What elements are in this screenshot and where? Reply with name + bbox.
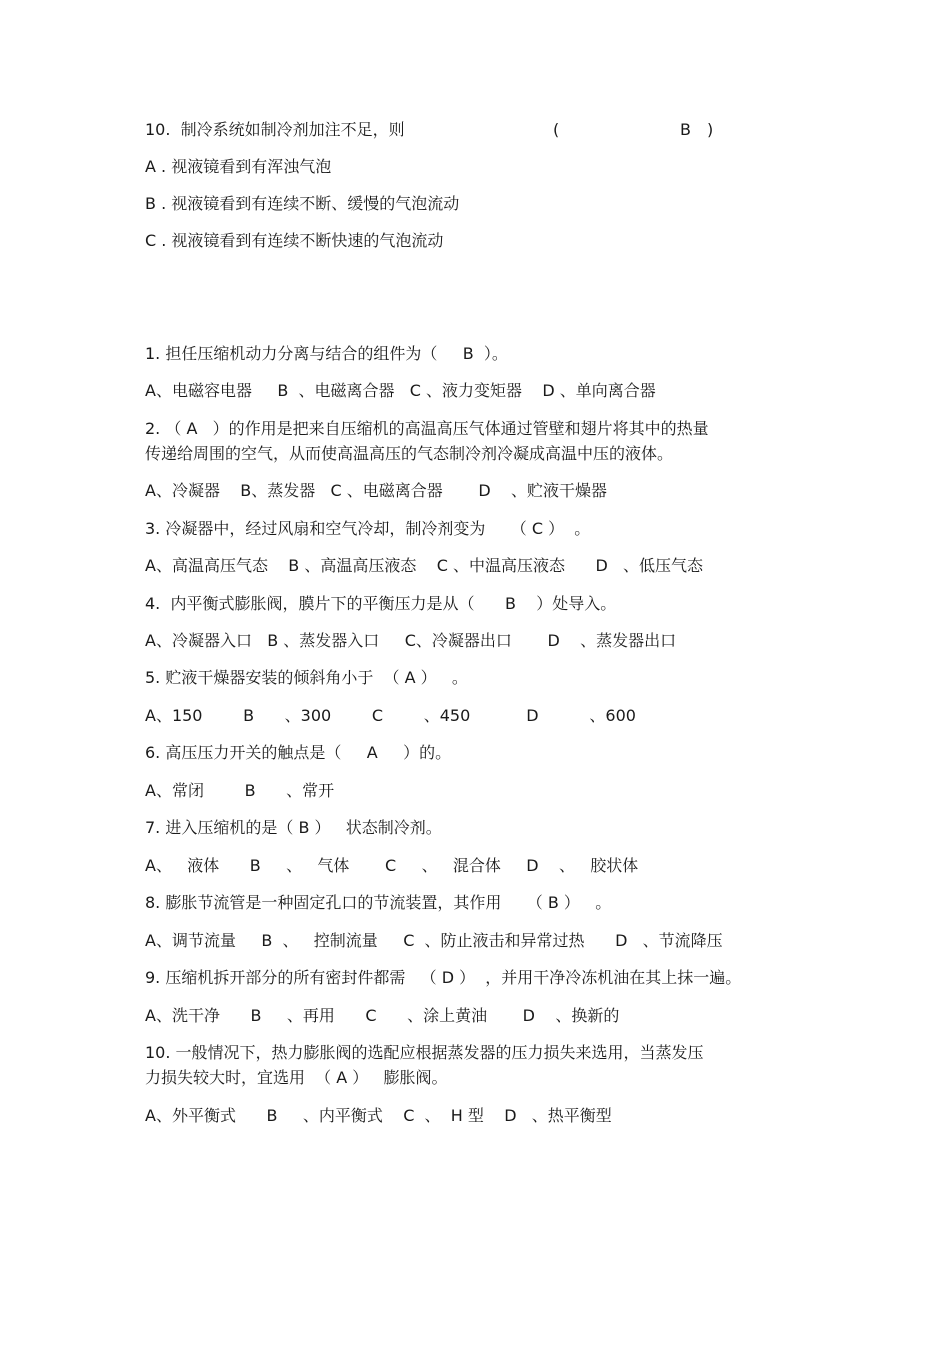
question-1-stem: 1. 担任压缩机动力分离与结合的组件为（ B ）。 [145,344,508,363]
question-2-stem-cont: 传递给周围的空气，从而使高温高压的气态制冷剂冷凝成高温中压的液体。 [145,444,674,463]
option-c: C . 视液镜看到有连续不断快速的气泡流动 [145,231,444,250]
question-2-stem: 2. （ A ）的作用是把来自压缩机的高温高压气体通过管壁和翅片将其中的热量 [145,419,709,438]
question-10-stem: 10. 一般情况下，热力膨胀阀的选配应根据蒸发器的压力损失来选用，当蒸发压 [145,1043,704,1062]
question-2-options: A、冷凝器 B、蒸发器 C 、电磁离合器 D 、贮液干燥器 [145,481,608,500]
answer-bracket-open: ( [553,120,560,139]
question-9-options: A、洗干净 B 、再用 C 、涂上黄油 D 、换新的 [145,1006,620,1025]
question-9-stem: 9. 压缩机拆开部分的所有密封件都需 （ D ） ，并用干净冷冻机油在其上抹一遍。 [145,968,742,987]
question-4-options: A、冷凝器入口 B 、蒸发器入口 C、冷凝器出口 D 、蒸发器出口 [145,631,677,650]
question-3-stem: 3. 冷凝器中，经过风扇和空气冷却，制冷剂变为 （ C ） 。 [145,519,591,538]
question-10-options: A、外平衡式 B 、内平衡式 C 、 H 型 D 、热平衡型 [145,1106,612,1125]
question-3-options: A、高温高压气态 B 、高温高压液态 C 、中温高压液态 D 、低压气态 [145,556,704,575]
question-4-stem: 4. 内平衡式膨胀阀，膜片下的平衡压力是从（ B ）处导入。 [145,594,617,613]
question-5-options: A、150 B 、300 C 、450 D 、600 [145,706,636,725]
question-7-stem: 7. 进入压缩机的是（ B ） 状态制冷剂。 [145,818,442,837]
question-stem: 10. 制冷系统如制冷剂加注不足，则 [145,120,405,139]
question-8-stem: 8. 膨胀节流管是一种固定孔口的节流装置，其作用 （ B ） 。 [145,893,612,912]
question-8-options: A、调节流量 B 、 控制流量 C 、防止液击和异常过热 D 、节流降压 [145,931,723,950]
question-1-options: A、电磁容电器 B 、电磁离合器 C 、液力变矩器 D 、单向离合器 [145,381,656,400]
option-b: B . 视液镜看到有连续不断、缓慢的气泡流动 [145,194,460,213]
option-a: A . 视液镜看到有浑浊气泡 [145,157,332,176]
answer-bracket-close: ) [707,120,714,139]
question-10-stem-cont: 力损失较大时，宜选用 （ A ） 膨胀阀。 [145,1068,448,1087]
question-6-options: A、常闭 B 、常开 [145,781,335,800]
question-6-stem: 6. 高压压力开关的触点是（ A ）的。 [145,743,452,762]
question-5-stem: 5. 贮液干燥器安装的倾斜角小于 （ A ） 。 [145,668,468,687]
question-7-options: A、 液体 B 、 气体 C 、 混合体 D 、 胶状体 [145,856,639,875]
answer-letter: B [680,120,691,139]
